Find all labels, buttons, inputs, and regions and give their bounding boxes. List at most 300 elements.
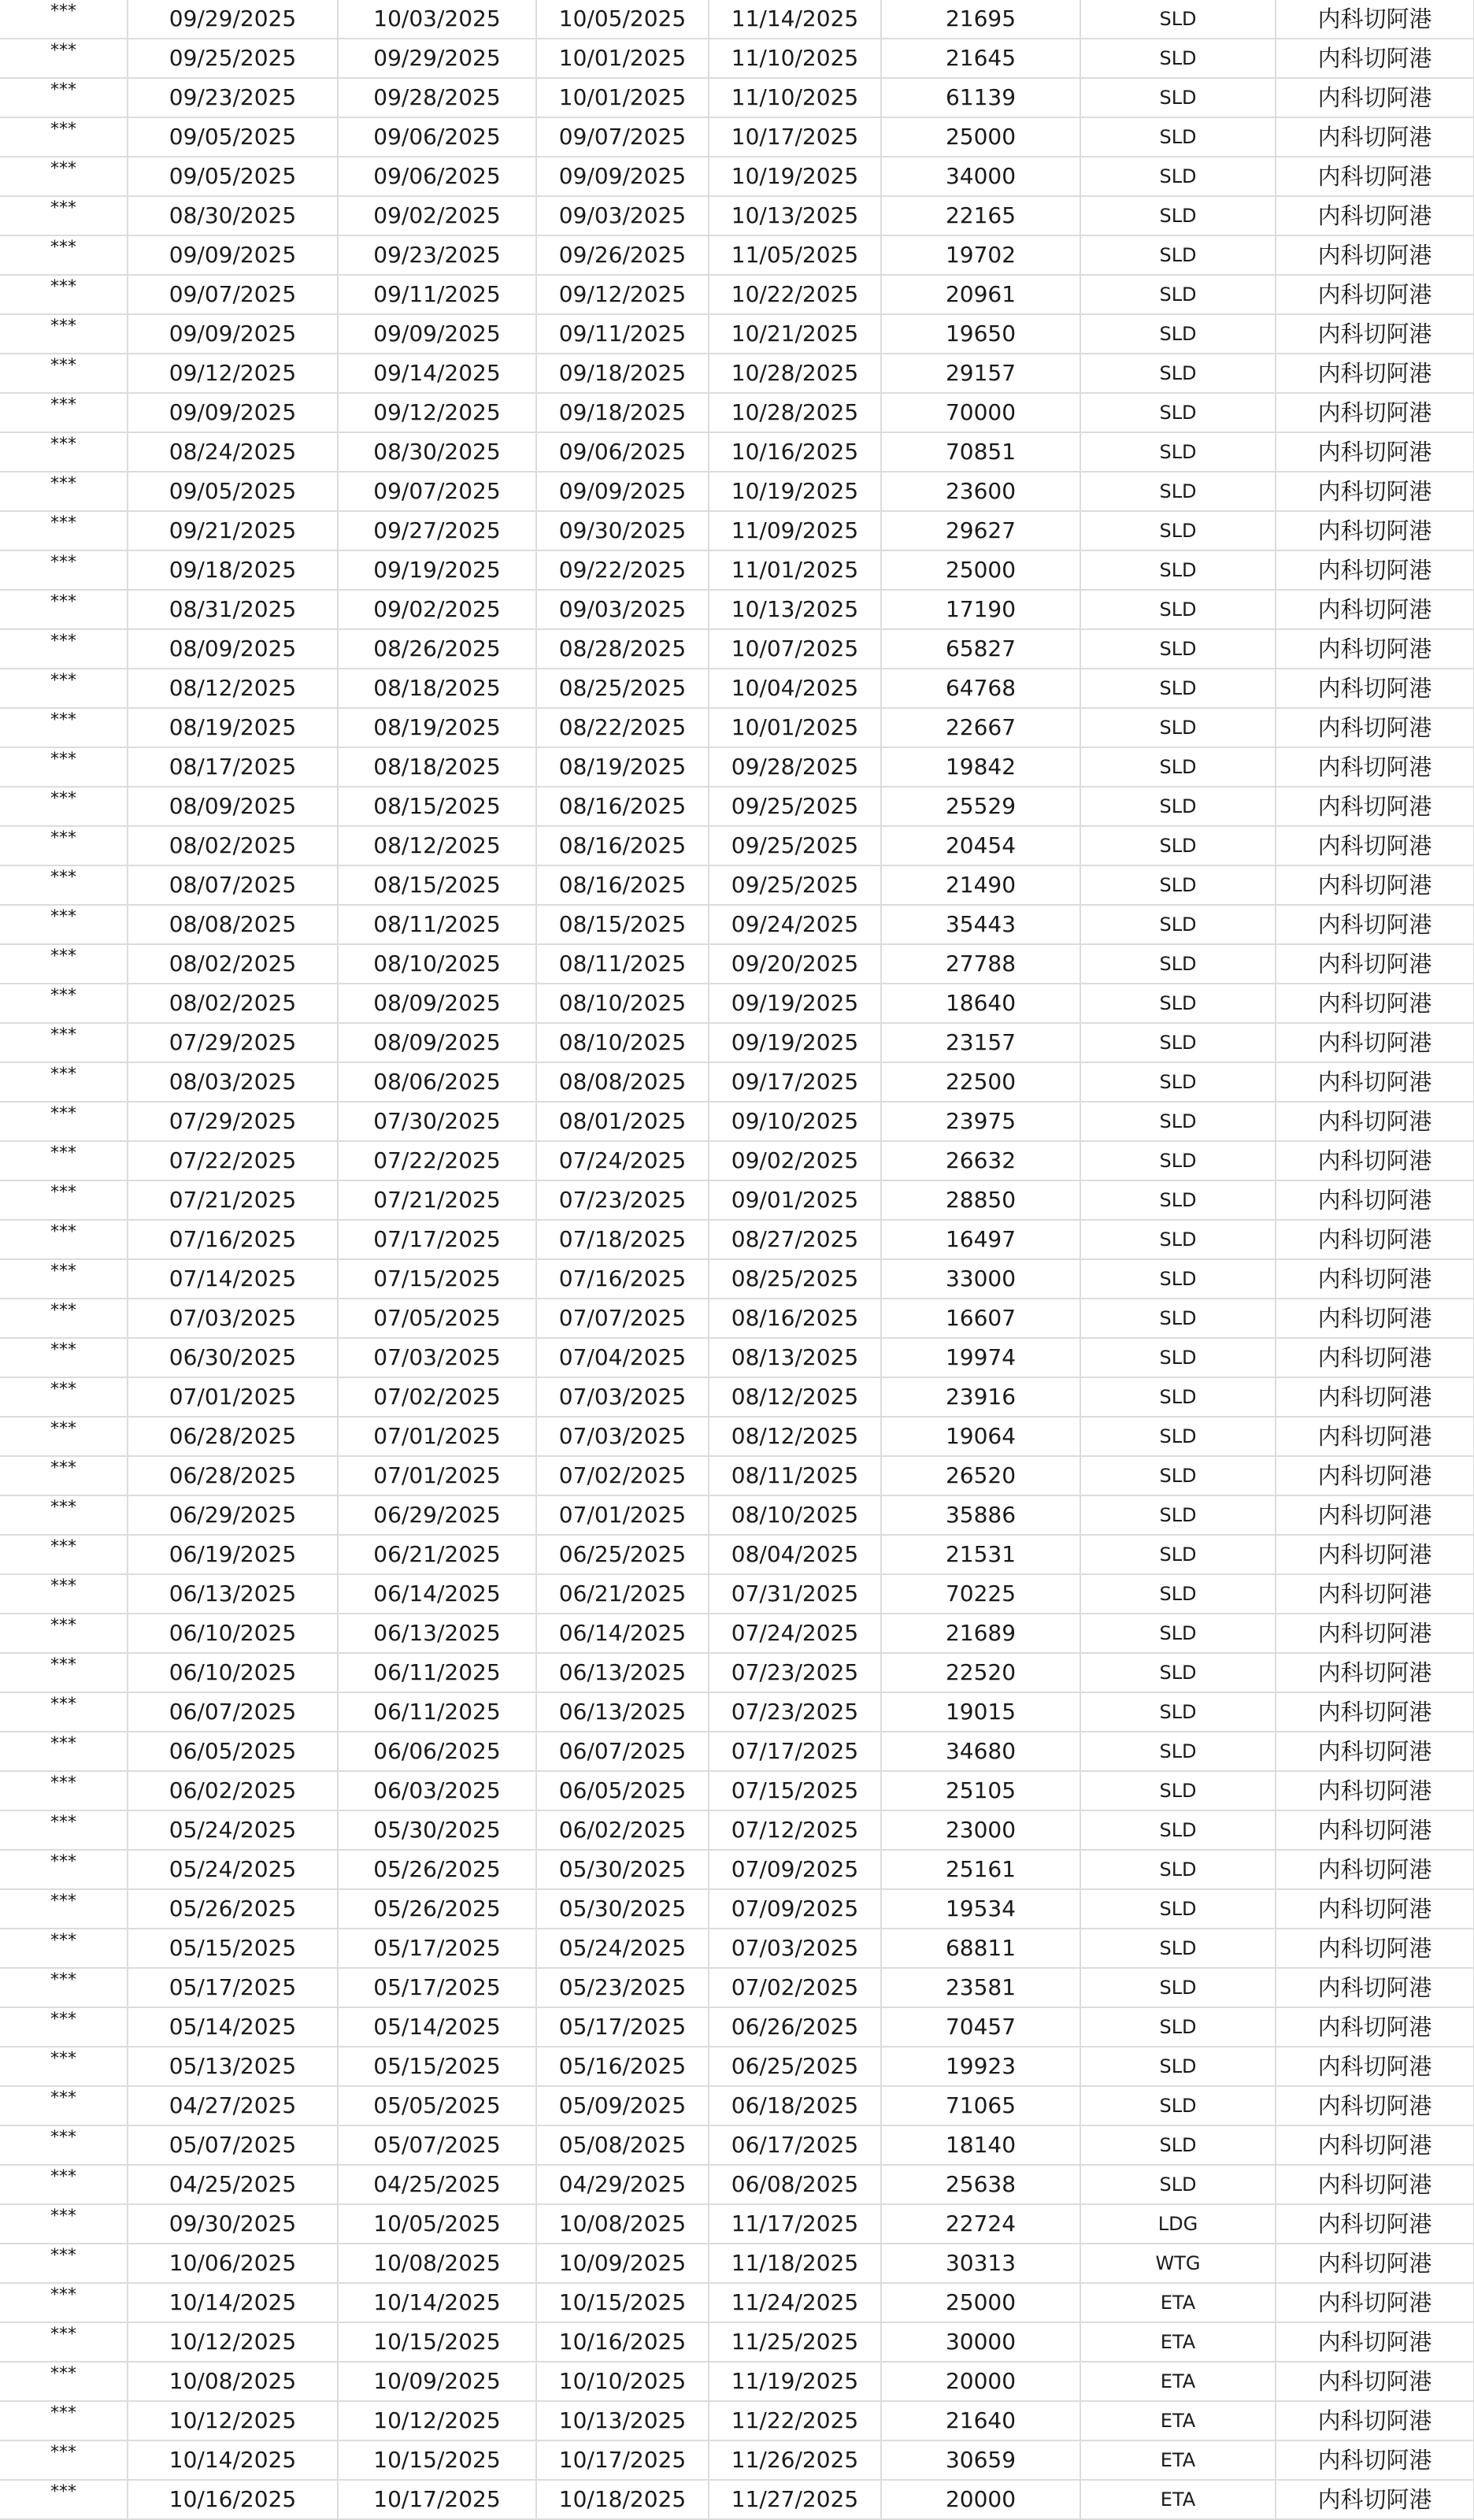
table-row[interactable] — [0, 1102, 1474, 1141]
table-row[interactable] — [0, 1850, 1474, 1889]
masked-cell: *** — [0, 2165, 128, 2204]
masked-cell: *** — [0, 1692, 128, 1732]
table-row[interactable] — [0, 944, 1474, 984]
status-cell: SLD — [1080, 1456, 1276, 1495]
table-row[interactable] — [0, 1692, 1474, 1732]
masked-cell: *** — [0, 196, 128, 235]
masked-cell: *** — [0, 39, 128, 78]
date-cell-2: 06/21/2025 — [338, 1535, 536, 1574]
table-row[interactable] — [0, 1574, 1474, 1614]
status-cell: SLD — [1080, 472, 1276, 511]
masked-cell: *** — [0, 2362, 128, 2401]
masked-cell: *** — [0, 669, 128, 708]
weight-cell: 23600 — [881, 472, 1080, 511]
table-row[interactable] — [0, 314, 1474, 354]
table-row[interactable] — [0, 1023, 1474, 1062]
destination-cell: 内科切阿港 — [1276, 275, 1474, 314]
date-cell-2: 08/15/2025 — [338, 865, 536, 905]
table-row[interactable] — [0, 1614, 1474, 1653]
destination-cell: 内科切阿港 — [1276, 1180, 1474, 1220]
date-cell-1: 06/05/2025 — [128, 1732, 338, 1771]
date-cell-4: 08/27/2025 — [709, 1220, 881, 1259]
date-cell-3: 08/10/2025 — [536, 984, 709, 1023]
date-cell-4: 11/19/2025 — [709, 2362, 881, 2401]
masked-cell: *** — [0, 1456, 128, 1495]
masked-cell: *** — [0, 1810, 128, 1850]
status-cell: SLD — [1080, 1732, 1276, 1771]
destination-cell: 内科切阿港 — [1276, 1338, 1474, 1377]
date-cell-3: 08/10/2025 — [536, 1023, 709, 1062]
table-row[interactable] — [0, 1968, 1474, 2007]
masked-cell: *** — [0, 1220, 128, 1259]
masked-cell: *** — [0, 2401, 128, 2440]
status-cell: SLD — [1080, 1417, 1276, 1456]
date-cell-4: 08/16/2025 — [709, 1299, 881, 1338]
table-row[interactable] — [0, 432, 1474, 472]
destination-cell: 内科切阿港 — [1276, 2401, 1474, 2440]
table-row[interactable] — [0, 235, 1474, 275]
table-row[interactable] — [0, 1535, 1474, 1574]
table-row[interactable] — [0, 984, 1474, 1023]
date-cell-3: 05/09/2025 — [536, 2086, 709, 2125]
masked-cell: *** — [0, 2204, 128, 2244]
date-cell-3: 07/03/2025 — [536, 1377, 709, 1417]
destination-cell: 内科切阿港 — [1276, 1929, 1474, 1968]
date-cell-2: 09/29/2025 — [338, 39, 536, 78]
date-cell-1: 08/02/2025 — [128, 826, 338, 865]
table-row[interactable] — [0, 1771, 1474, 1810]
date-cell-2: 07/03/2025 — [338, 1338, 536, 1377]
masked-cell: *** — [0, 117, 128, 157]
date-cell-2: 05/14/2025 — [338, 2007, 536, 2047]
table-row[interactable] — [0, 1062, 1474, 1102]
date-cell-3: 09/03/2025 — [536, 590, 709, 629]
destination-cell: 内科切阿港 — [1276, 1220, 1474, 1259]
table-row[interactable] — [0, 2440, 1474, 2480]
table-row[interactable] — [0, 39, 1474, 78]
table-row[interactable] — [0, 708, 1474, 747]
date-cell-2: 07/01/2025 — [338, 1417, 536, 1456]
date-cell-4: 10/07/2025 — [709, 629, 881, 669]
date-cell-3: 08/08/2025 — [536, 1062, 709, 1102]
date-cell-3: 06/25/2025 — [536, 1535, 709, 1574]
masked-cell: *** — [0, 2322, 128, 2362]
destination-cell: 内科切阿港 — [1276, 2362, 1474, 2401]
table-row[interactable] — [0, 669, 1474, 708]
table-row[interactable] — [0, 2480, 1474, 2519]
date-cell-1: 06/02/2025 — [128, 1771, 338, 1810]
masked-cell: *** — [0, 1732, 128, 1771]
table-row[interactable] — [0, 1141, 1474, 1180]
date-cell-1: 08/03/2025 — [128, 1062, 338, 1102]
date-cell-1: 09/09/2025 — [128, 393, 338, 432]
date-cell-1: 08/09/2025 — [128, 629, 338, 669]
status-cell: ETA — [1080, 2480, 1276, 2519]
table-row[interactable] — [0, 787, 1474, 826]
date-cell-3: 08/15/2025 — [536, 905, 709, 944]
date-cell-3: 06/21/2025 — [536, 1574, 709, 1614]
status-cell: SLD — [1080, 39, 1276, 78]
status-cell: SLD — [1080, 787, 1276, 826]
date-cell-1: 06/10/2025 — [128, 1653, 338, 1692]
date-cell-1: 08/08/2025 — [128, 905, 338, 944]
destination-cell: 内科切阿港 — [1276, 629, 1474, 669]
masked-cell: *** — [0, 826, 128, 865]
weight-cell: 22724 — [881, 2204, 1080, 2244]
destination-cell: 内科切阿港 — [1276, 2125, 1474, 2165]
date-cell-2: 08/06/2025 — [338, 1062, 536, 1102]
date-cell-4: 10/04/2025 — [709, 669, 881, 708]
table-row[interactable] — [0, 472, 1474, 511]
date-cell-1: 09/21/2025 — [128, 511, 338, 550]
table-row[interactable] — [0, 78, 1474, 117]
weight-cell: 22520 — [881, 1653, 1080, 1692]
masked-cell: *** — [0, 2440, 128, 2480]
masked-cell: *** — [0, 157, 128, 196]
date-cell-3: 07/07/2025 — [536, 1299, 709, 1338]
table-row[interactable] — [0, 629, 1474, 669]
date-cell-2: 07/30/2025 — [338, 1102, 536, 1141]
weight-cell: 64768 — [881, 669, 1080, 708]
date-cell-2: 09/11/2025 — [338, 275, 536, 314]
table-row[interactable] — [0, 590, 1474, 629]
date-cell-2: 08/15/2025 — [338, 787, 536, 826]
status-cell: ETA — [1080, 2362, 1276, 2401]
date-cell-3: 10/13/2025 — [536, 2401, 709, 2440]
date-cell-2: 10/14/2025 — [338, 2283, 536, 2322]
date-cell-2: 09/27/2025 — [338, 511, 536, 550]
date-cell-4: 08/12/2025 — [709, 1417, 881, 1456]
destination-cell: 内科切阿港 — [1276, 39, 1474, 78]
destination-cell: 内科切阿港 — [1276, 235, 1474, 275]
date-cell-2: 08/19/2025 — [338, 708, 536, 747]
date-cell-2: 06/03/2025 — [338, 1771, 536, 1810]
destination-cell: 内科切阿港 — [1276, 1889, 1474, 1929]
destination-cell: 内科切阿港 — [1276, 1023, 1474, 1062]
status-cell: SLD — [1080, 590, 1276, 629]
status-cell: SLD — [1080, 1810, 1276, 1850]
table-row[interactable] — [0, 1495, 1474, 1535]
destination-cell: 内科切阿港 — [1276, 2322, 1474, 2362]
destination-cell: 内科切阿港 — [1276, 2283, 1474, 2322]
date-cell-2: 10/03/2025 — [338, 0, 536, 39]
date-cell-2: 05/26/2025 — [338, 1889, 536, 1929]
table-row[interactable] — [0, 1338, 1474, 1377]
date-cell-1: 06/30/2025 — [128, 1338, 338, 1377]
date-cell-1: 10/12/2025 — [128, 2322, 338, 2362]
date-cell-3: 10/01/2025 — [536, 78, 709, 117]
date-cell-2: 10/05/2025 — [338, 2204, 536, 2244]
table-row[interactable] — [0, 2362, 1474, 2401]
table-row[interactable] — [0, 393, 1474, 432]
masked-cell: *** — [0, 235, 128, 275]
destination-cell: 内科切阿港 — [1276, 2480, 1474, 2519]
table-row[interactable] — [0, 1220, 1474, 1259]
date-cell-3: 07/02/2025 — [536, 1456, 709, 1495]
date-cell-2: 06/06/2025 — [338, 1732, 536, 1771]
table-row[interactable] — [0, 2322, 1474, 2362]
date-cell-2: 10/17/2025 — [338, 2480, 536, 2519]
status-cell: SLD — [1080, 2125, 1276, 2165]
destination-cell: 内科切阿港 — [1276, 2086, 1474, 2125]
table-row[interactable] — [0, 2086, 1474, 2125]
date-cell-3: 06/05/2025 — [536, 1771, 709, 1810]
date-cell-3: 06/07/2025 — [536, 1732, 709, 1771]
date-cell-1: 08/12/2025 — [128, 669, 338, 708]
date-cell-2: 08/18/2025 — [338, 669, 536, 708]
table-row[interactable] — [0, 2401, 1474, 2440]
masked-cell: *** — [0, 1417, 128, 1456]
status-cell: LDG — [1080, 2204, 1276, 2244]
weight-cell: 19842 — [881, 747, 1080, 787]
date-cell-2: 07/21/2025 — [338, 1180, 536, 1220]
status-cell: SLD — [1080, 1535, 1276, 1574]
date-cell-4: 06/18/2025 — [709, 2086, 881, 2125]
destination-cell: 内科切阿港 — [1276, 550, 1474, 590]
date-cell-1: 09/05/2025 — [128, 117, 338, 157]
weight-cell: 25000 — [881, 550, 1080, 590]
table-row[interactable] — [0, 196, 1474, 235]
table-row[interactable] — [0, 747, 1474, 787]
date-cell-1: 10/08/2025 — [128, 2362, 338, 2401]
date-cell-1: 08/30/2025 — [128, 196, 338, 235]
status-cell: SLD — [1080, 1850, 1276, 1889]
date-cell-3: 08/25/2025 — [536, 669, 709, 708]
masked-cell: *** — [0, 1495, 128, 1535]
date-cell-4: 08/10/2025 — [709, 1495, 881, 1535]
weight-cell: 20000 — [881, 2362, 1080, 2401]
masked-cell: *** — [0, 78, 128, 117]
destination-cell: 内科切阿港 — [1276, 314, 1474, 354]
date-cell-3: 09/12/2025 — [536, 275, 709, 314]
date-cell-2: 09/06/2025 — [338, 117, 536, 157]
date-cell-2: 06/14/2025 — [338, 1574, 536, 1614]
date-cell-2: 05/07/2025 — [338, 2125, 536, 2165]
masked-cell: *** — [0, 2086, 128, 2125]
date-cell-3: 09/22/2025 — [536, 550, 709, 590]
date-cell-3: 05/23/2025 — [536, 1968, 709, 2007]
weight-cell: 16497 — [881, 1220, 1080, 1259]
table-row[interactable] — [0, 2007, 1474, 2047]
date-cell-2: 07/02/2025 — [338, 1377, 536, 1417]
destination-cell: 内科切阿港 — [1276, 1259, 1474, 1299]
date-cell-4: 07/09/2025 — [709, 1889, 881, 1929]
date-cell-2: 05/17/2025 — [338, 1929, 536, 1968]
weight-cell: 34000 — [881, 157, 1080, 196]
date-cell-3: 04/29/2025 — [536, 2165, 709, 2204]
table-row[interactable] — [0, 1299, 1474, 1338]
date-cell-4: 10/13/2025 — [709, 196, 881, 235]
date-cell-4: 07/31/2025 — [709, 1574, 881, 1614]
weight-cell: 22165 — [881, 196, 1080, 235]
masked-cell: *** — [0, 314, 128, 354]
table-row[interactable] — [0, 1653, 1474, 1692]
date-cell-2: 08/11/2025 — [338, 905, 536, 944]
date-cell-3: 07/18/2025 — [536, 1220, 709, 1259]
weight-cell: 22500 — [881, 1062, 1080, 1102]
date-cell-1: 07/29/2025 — [128, 1023, 338, 1062]
status-cell: SLD — [1080, 1929, 1276, 1968]
date-cell-2: 08/26/2025 — [338, 629, 536, 669]
date-cell-4: 09/17/2025 — [709, 1062, 881, 1102]
masked-cell: *** — [0, 1653, 128, 1692]
table-row[interactable] — [0, 2165, 1474, 2204]
destination-cell: 内科切阿港 — [1276, 669, 1474, 708]
date-cell-3: 09/30/2025 — [536, 511, 709, 550]
destination-cell: 内科切阿港 — [1276, 2440, 1474, 2480]
table-row[interactable] — [0, 0, 1474, 39]
date-cell-4: 10/19/2025 — [709, 472, 881, 511]
table-row[interactable] — [0, 550, 1474, 590]
destination-cell: 内科切阿港 — [1276, 984, 1474, 1023]
status-cell: SLD — [1080, 1259, 1276, 1299]
weight-cell: 23975 — [881, 1102, 1080, 1141]
date-cell-4: 09/19/2025 — [709, 1023, 881, 1062]
weight-cell: 20454 — [881, 826, 1080, 865]
date-cell-4: 11/17/2025 — [709, 2204, 881, 2244]
table-row[interactable] — [0, 157, 1474, 196]
date-cell-2: 09/28/2025 — [338, 78, 536, 117]
date-cell-2: 05/26/2025 — [338, 1850, 536, 1889]
date-cell-3: 09/09/2025 — [536, 157, 709, 196]
date-cell-3: 09/18/2025 — [536, 393, 709, 432]
table-row[interactable] — [0, 905, 1474, 944]
date-cell-4: 10/17/2025 — [709, 117, 881, 157]
table-row[interactable] — [0, 2204, 1474, 2244]
status-cell: SLD — [1080, 1338, 1276, 1377]
date-cell-3: 06/13/2025 — [536, 1653, 709, 1692]
date-cell-1: 10/16/2025 — [128, 2480, 338, 2519]
destination-cell: 内科切阿港 — [1276, 511, 1474, 550]
table-row[interactable] — [0, 2047, 1474, 2086]
status-cell: SLD — [1080, 1653, 1276, 1692]
table-row[interactable] — [0, 354, 1474, 393]
status-cell: SLD — [1080, 1968, 1276, 2007]
destination-cell: 内科切阿港 — [1276, 865, 1474, 905]
date-cell-1: 08/24/2025 — [128, 432, 338, 472]
date-cell-3: 05/30/2025 — [536, 1889, 709, 1929]
date-cell-4: 07/24/2025 — [709, 1614, 881, 1653]
destination-cell: 内科切阿港 — [1276, 1692, 1474, 1732]
date-cell-1: 08/09/2025 — [128, 787, 338, 826]
date-cell-1: 09/12/2025 — [128, 354, 338, 393]
status-cell: SLD — [1080, 1692, 1276, 1732]
table-row[interactable] — [0, 2244, 1474, 2283]
weight-cell: 65827 — [881, 629, 1080, 669]
table-row[interactable] — [0, 1259, 1474, 1299]
table-row[interactable] — [0, 1929, 1474, 1968]
date-cell-4: 11/10/2025 — [709, 39, 881, 78]
date-cell-3: 10/05/2025 — [536, 0, 709, 39]
destination-cell: 内科切阿港 — [1276, 1495, 1474, 1535]
date-cell-4: 10/01/2025 — [709, 708, 881, 747]
weight-cell: 21695 — [881, 0, 1080, 39]
weight-cell: 23581 — [881, 1968, 1080, 2007]
date-cell-3: 10/09/2025 — [536, 2244, 709, 2283]
status-cell: SLD — [1080, 157, 1276, 196]
weight-cell: 25000 — [881, 117, 1080, 157]
date-cell-2: 07/05/2025 — [338, 1299, 536, 1338]
status-cell: SLD — [1080, 2007, 1276, 2047]
weight-cell: 19015 — [881, 1692, 1080, 1732]
weight-cell: 18640 — [881, 984, 1080, 1023]
table-row[interactable] — [0, 1732, 1474, 1771]
date-cell-3: 05/24/2025 — [536, 1929, 709, 1968]
weight-cell: 25000 — [881, 2283, 1080, 2322]
weight-cell: 20000 — [881, 2480, 1080, 2519]
date-cell-4: 06/25/2025 — [709, 2047, 881, 2086]
table-row[interactable] — [0, 1810, 1474, 1850]
status-cell: SLD — [1080, 235, 1276, 275]
masked-cell: *** — [0, 2007, 128, 2047]
masked-cell: *** — [0, 1574, 128, 1614]
destination-cell: 内科切阿港 — [1276, 1614, 1474, 1653]
date-cell-1: 04/25/2025 — [128, 2165, 338, 2204]
destination-cell: 内科切阿港 — [1276, 1968, 1474, 2007]
weight-cell: 70000 — [881, 393, 1080, 432]
table-row[interactable] — [0, 511, 1474, 550]
date-cell-2: 05/30/2025 — [338, 1810, 536, 1850]
destination-cell: 内科切阿港 — [1276, 1771, 1474, 1810]
masked-cell: *** — [0, 1102, 128, 1141]
date-cell-2: 05/17/2025 — [338, 1968, 536, 2007]
date-cell-1: 05/24/2025 — [128, 1810, 338, 1850]
date-cell-1: 06/13/2025 — [128, 1574, 338, 1614]
date-cell-2: 09/06/2025 — [338, 157, 536, 196]
date-cell-3: 09/07/2025 — [536, 117, 709, 157]
table-row[interactable] — [0, 826, 1474, 865]
masked-cell: *** — [0, 2283, 128, 2322]
status-cell: SLD — [1080, 2086, 1276, 2125]
table-row[interactable] — [0, 1456, 1474, 1495]
table-row[interactable] — [0, 2283, 1474, 2322]
weight-cell: 27788 — [881, 944, 1080, 984]
table-row[interactable] — [0, 275, 1474, 314]
destination-cell: 内科切阿港 — [1276, 196, 1474, 235]
table-row[interactable] — [0, 117, 1474, 157]
destination-cell: 内科切阿港 — [1276, 432, 1474, 472]
status-cell: SLD — [1080, 1614, 1276, 1653]
table-row[interactable] — [0, 865, 1474, 905]
table-row[interactable] — [0, 1180, 1474, 1220]
masked-cell: *** — [0, 393, 128, 432]
status-cell: SLD — [1080, 1495, 1276, 1535]
date-cell-3: 07/16/2025 — [536, 1259, 709, 1299]
status-cell: SLD — [1080, 826, 1276, 865]
destination-cell: 内科切阿港 — [1276, 1062, 1474, 1102]
masked-cell: *** — [0, 984, 128, 1023]
table-row[interactable] — [0, 2125, 1474, 2165]
table-row[interactable] — [0, 1377, 1474, 1417]
weight-cell: 21640 — [881, 2401, 1080, 2440]
masked-cell: *** — [0, 590, 128, 629]
table-row[interactable] — [0, 1889, 1474, 1929]
date-cell-3: 07/04/2025 — [536, 1338, 709, 1377]
destination-cell: 内科切阿港 — [1276, 1810, 1474, 1850]
date-cell-1: 08/02/2025 — [128, 984, 338, 1023]
date-cell-4: 08/04/2025 — [709, 1535, 881, 1574]
weight-cell: 19650 — [881, 314, 1080, 354]
date-cell-1: 08/02/2025 — [128, 944, 338, 984]
masked-cell: *** — [0, 1180, 128, 1220]
date-cell-1: 07/16/2025 — [128, 1220, 338, 1259]
status-cell: SLD — [1080, 196, 1276, 235]
date-cell-3: 08/16/2025 — [536, 865, 709, 905]
table-row[interactable] — [0, 1417, 1474, 1456]
status-cell: SLD — [1080, 708, 1276, 747]
masked-cell: *** — [0, 1535, 128, 1574]
date-cell-3: 08/01/2025 — [536, 1102, 709, 1141]
